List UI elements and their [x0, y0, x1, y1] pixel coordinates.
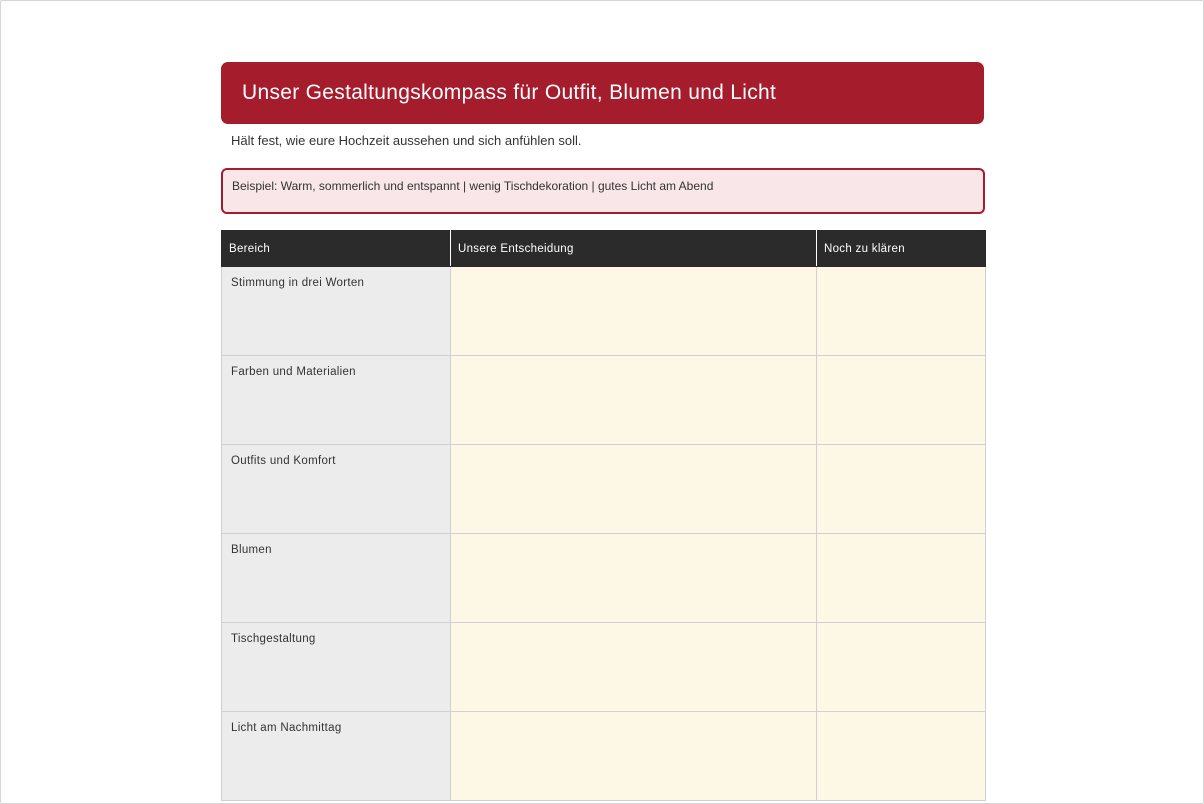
- table-row: [222, 623, 986, 712]
- open-cell[interactable]: [817, 712, 986, 801]
- decision-cell[interactable]: [451, 712, 817, 801]
- open-cell[interactable]: [817, 534, 986, 623]
- open-cell[interactable]: [817, 623, 986, 712]
- table-row: [222, 712, 986, 801]
- example-text: Beispiel: Warm, sommerlich und entspannt | wenig Tischdekoration | gutes Licht am Abend: [232, 179, 714, 193]
- table-row: [222, 534, 986, 623]
- decision-cell[interactable]: [451, 623, 817, 712]
- design-compass-table: [221, 230, 986, 801]
- area-cell: Licht am Nachmittag: [222, 712, 451, 801]
- open-cell[interactable]: [817, 445, 986, 534]
- column-header-open: Noch zu klären: [817, 231, 986, 267]
- page-title: Unser Gestaltungskompass für Outfit, Blumen und Licht: [242, 81, 777, 104]
- column-header-decision: Unsere Entscheidung: [451, 231, 817, 267]
- decision-cell[interactable]: [451, 267, 817, 356]
- table-header-row: [222, 231, 986, 267]
- page-subtitle: Hält fest, wie eure Hochzeit aussehen und sich anfühlen soll.: [231, 133, 582, 148]
- table-row: [222, 267, 986, 356]
- table-row: [222, 356, 986, 445]
- area-cell: Outfits und Komfort: [222, 445, 451, 534]
- area-cell: Tischgestaltung: [222, 623, 451, 712]
- area-cell: Blumen: [222, 534, 451, 623]
- decision-cell[interactable]: [451, 356, 817, 445]
- column-header-area: Bereich: [222, 231, 451, 267]
- area-cell: Stimmung in drei Worten: [222, 267, 451, 356]
- decision-cell[interactable]: [451, 445, 817, 534]
- open-cell[interactable]: [817, 267, 986, 356]
- area-cell: Farben und Materialien: [222, 356, 451, 445]
- title-banner: [221, 62, 984, 124]
- table-row: [222, 445, 986, 534]
- open-cell[interactable]: [817, 356, 986, 445]
- decision-cell[interactable]: [451, 534, 817, 623]
- example-note: [221, 168, 985, 214]
